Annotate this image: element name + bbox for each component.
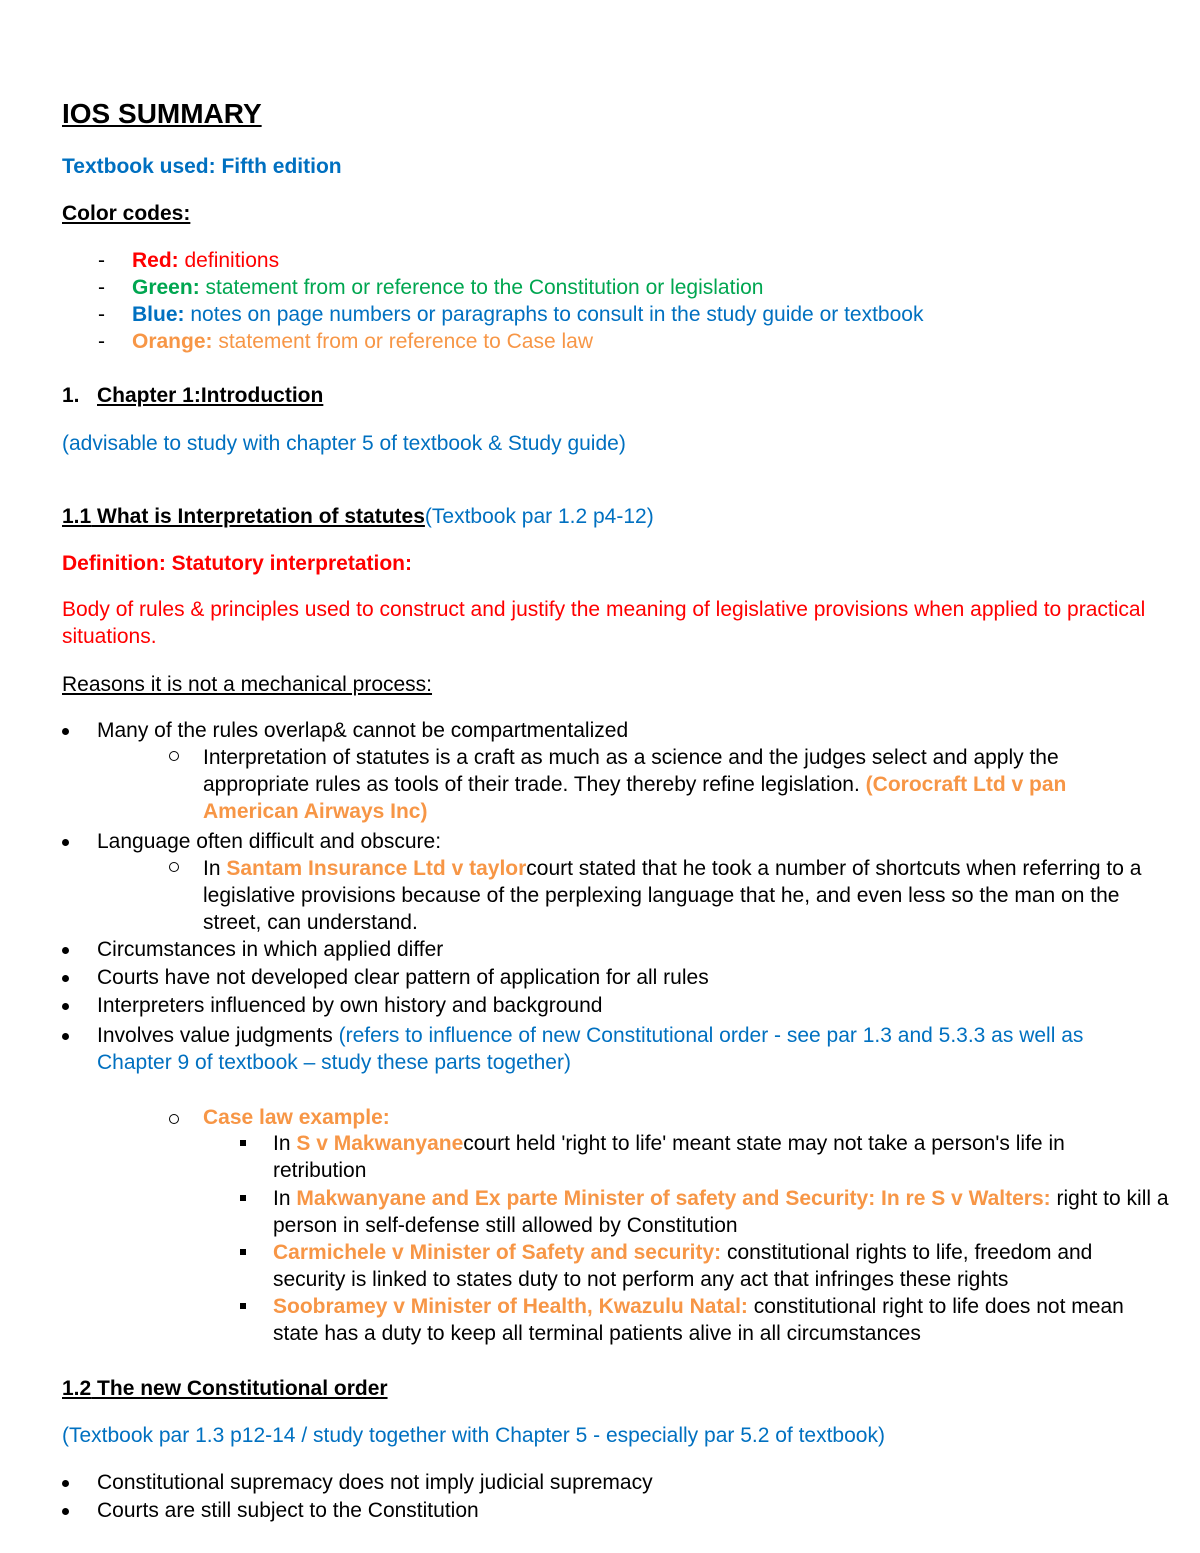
color-code-text: notes on page numbers or paragraphs to consult in the study guide or textbook (184, 303, 924, 326)
constitutional-item: Constitutional supremacy does not imply judicial supremacy (97, 1471, 653, 1494)
dash-marker: - (98, 249, 105, 272)
color-code-label: Green: (132, 276, 200, 299)
document-title: IOS SUMMARY (62, 98, 262, 129)
sub-bullet-marker (169, 1114, 179, 1124)
color-codes-heading: Color codes: (62, 202, 191, 225)
case-name: S v Makwanyane (296, 1132, 464, 1155)
bullet-marker (62, 839, 69, 846)
sub-bullet-marker (169, 862, 179, 872)
bullet-marker (62, 728, 69, 735)
reason-item: Circumstances in which applied differ (97, 938, 444, 961)
definition-text: Body of rules & principles used to construct and justify the meaning of legislative provisions when applied to practical situations. (62, 598, 1146, 648)
constitutional-item: Courts are still subject to the Constitution (97, 1499, 479, 1522)
section-title: What is Interpretation of statutes (91, 505, 425, 528)
section-1-1-heading (62, 503, 654, 530)
bullet-marker (62, 1033, 69, 1040)
reason-item: Interpreters influenced by own history and background (97, 994, 603, 1017)
case-marker (240, 1140, 246, 1146)
color-code-label: Red: (132, 249, 179, 272)
dash-marker: - (98, 276, 105, 299)
section-ref: (Textbook par 1.2 p4-12) (424, 505, 654, 528)
case-item: Soobramey v Minister of Health, Kwazulu Natal: constitutional right to life does not mean state has a duty to keep all terminal patients alive in all circumstances (273, 1295, 1124, 1345)
case-marker (240, 1303, 246, 1309)
color-code-text: statement from or reference to Case law (212, 330, 594, 353)
section-title: The new Constitutional order (91, 1377, 388, 1400)
chapter-number: 1. (62, 384, 80, 407)
color-code-label: Orange: (132, 330, 213, 353)
definition-label: Definition: Statutory interpretation: (62, 552, 412, 575)
color-code-item-red (62, 247, 1112, 274)
case-reference: (Corocraft Ltd v pan American Airways Inc) (203, 773, 1067, 823)
reasons-heading: Reasons it is not a mechanical process: (62, 673, 433, 696)
color-code-label: Blue: (132, 303, 185, 326)
color-code-item-green (62, 274, 1112, 301)
section-ref: (Textbook par 1.3 p12-14 / study together with Chapter 5 - especially par 5.2 of textbook) (62, 1424, 885, 1447)
dash-marker: - (98, 330, 105, 353)
reason-sub-item: Interpretation of statutes is a craft as much as a science and the judges select and apply the appropriate rules as tools of their trade. They thereby refine legislation. (Corocraft Ltd v pan American Airways Inc) (203, 746, 1067, 823)
bullet-marker (62, 1003, 69, 1010)
case-item: Carmichele v Minister of Safety and security: constitutional rights to life, freedom and security is linked to states duty to not perform any act that infringes these rights (273, 1241, 1093, 1291)
chapter-heading: Chapter 1:Introduction (97, 384, 324, 407)
color-code-item-orange (62, 328, 1112, 355)
dash-marker: - (98, 303, 105, 326)
case-name: Carmichele v Minister of Safety and security: (273, 1241, 722, 1264)
textbook-note: Textbook used: Fifth edition (62, 155, 342, 178)
bullet-marker (62, 1508, 69, 1515)
reason-item: Language often difficult and obscure: (97, 830, 442, 853)
reason-item: Many of the rules overlap& cannot be compartmentalized (97, 719, 629, 742)
color-code-text: statement from or reference to the Constitution or legislation (199, 276, 764, 299)
case-marker (240, 1249, 246, 1255)
section-1-2-heading (62, 1375, 388, 1402)
case-reference: Santam Insurance Ltd v taylor (226, 857, 527, 880)
reason-item: Courts have not developed clear pattern of application for all rules (97, 966, 709, 989)
section-number: 1.1 (62, 505, 92, 528)
color-code-item-blue (62, 301, 1112, 328)
bullet-marker (62, 975, 69, 982)
bullet-marker (62, 1480, 69, 1487)
case-marker (240, 1195, 246, 1201)
case-law-example-label: Case law example: (203, 1106, 390, 1129)
case-name: Makwanyane and Ex parte Minister of safety and Security: In re S v Walters: (296, 1187, 1051, 1210)
sub-bullet-marker (169, 751, 179, 761)
bullet-marker (62, 947, 69, 954)
case-item: In Makwanyane and Ex parte Minister of safety and Security: In re S v Walters: right to kill a person in self-defense still allowed by Constitution (273, 1187, 1169, 1237)
chapter-note: (advisable to study with chapter 5 of textbook & Study guide) (62, 432, 626, 455)
case-item: In S v Makwanyanecourt held 'right to life' meant state may not take a person's life in retribution (273, 1132, 1065, 1182)
reason-sub-item: In Santam Insurance Ltd v taylorcourt stated that he took a number of shortcuts when referring to a legislative provisions because of the perplexing language that he, and even less so the man on the street, can understand. (203, 857, 1142, 934)
color-code-text: definitions (178, 249, 280, 272)
reason-ref: (refers to influence of new Constitutional order - see par 1.3 and 5.3.3 as well as Chapter 9 of textbook – study these parts together) (97, 1024, 1084, 1074)
case-name: Soobramey v Minister of Health, Kwazulu Natal: (273, 1295, 748, 1318)
reason-item: Involves value judgments (refers to influence of new Constitutional order - see par 1.3 and 5.3.3 as well as Chapter 9 of textbook – study these parts together) (97, 1024, 1084, 1074)
section-number: 1.2 (62, 1377, 92, 1400)
